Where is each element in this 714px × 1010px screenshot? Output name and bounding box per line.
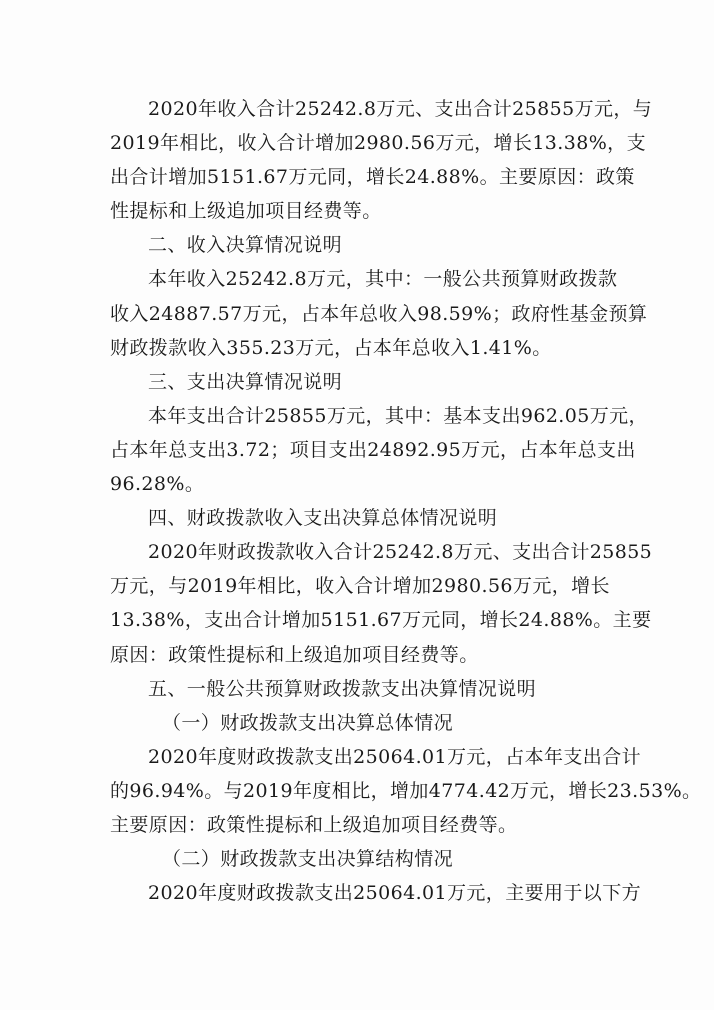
- text-line: 2020年财政拨款收入合计25242.8万元、支出合计25855: [148, 541, 653, 564]
- text-line: 收入24887.57万元，占本年总收入98.59%；政府性基金预算: [110, 302, 648, 325]
- text-line: （二）财政拨款支出决算结构情况: [162, 848, 454, 871]
- text-line: 四、财政拨款收入支出决算总体情况说明: [148, 507, 498, 530]
- text-line: 2020年度财政拨款支出25064.01万元，占本年支出合计: [148, 745, 642, 768]
- text-line: 本年支出合计25855万元，其中：基本支出962.05万元，: [148, 404, 648, 427]
- text-line: 主要原因：政策性提标和上级追加项目经费等。: [110, 813, 518, 836]
- text-line: 财政拨款收入355.23万元，占本年总收入1.41%。: [110, 336, 552, 359]
- text-line: 五、一般公共预算财政拨款支出决算情况说明: [148, 677, 537, 700]
- text-line: 性提标和上级追加项目经费等。: [110, 200, 382, 223]
- text-line: 2020年收入合计25242.8万元、支出合计25855万元，与: [148, 98, 653, 120]
- text-line: 出合计增加5151.67万元同，增长24.88%。主要原因：政策: [110, 166, 635, 189]
- text-line: 本年收入25242.8万元，其中：一般公共预算财政拨款: [148, 268, 618, 291]
- text-line: 占本年总支出3.72；项目支出24892.95万元，占本年总支出: [110, 438, 636, 461]
- text-line: 13.38%，支出合计增加5151.67万元同，增长24.88%。主要: [110, 609, 652, 632]
- text-line: 万元，与2019年相比，收入合计增加2980.56万元，增长: [110, 575, 610, 598]
- document-body: [110, 92, 702, 910]
- text-line: 三、支出决算情况说明: [148, 370, 343, 393]
- text-line: （一）财政拨款支出决算总体情况: [162, 711, 454, 734]
- text-line: 96.28%。: [110, 473, 205, 496]
- text-line: 的96.94%。与2019年度相比，增加4774.42万元，增长23.53%。: [110, 779, 702, 802]
- text-line: 2020年度财政拨款支出25064.01万元，主要用于以下方: [148, 882, 642, 905]
- text-line: 原因：政策性提标和上级追加项目经费等。: [110, 643, 479, 666]
- text-line: 2019年相比，收入合计增加2980.56万元，增长13.38%，支: [110, 132, 646, 155]
- text-line: 二、收入决算情况说明: [148, 234, 343, 257]
